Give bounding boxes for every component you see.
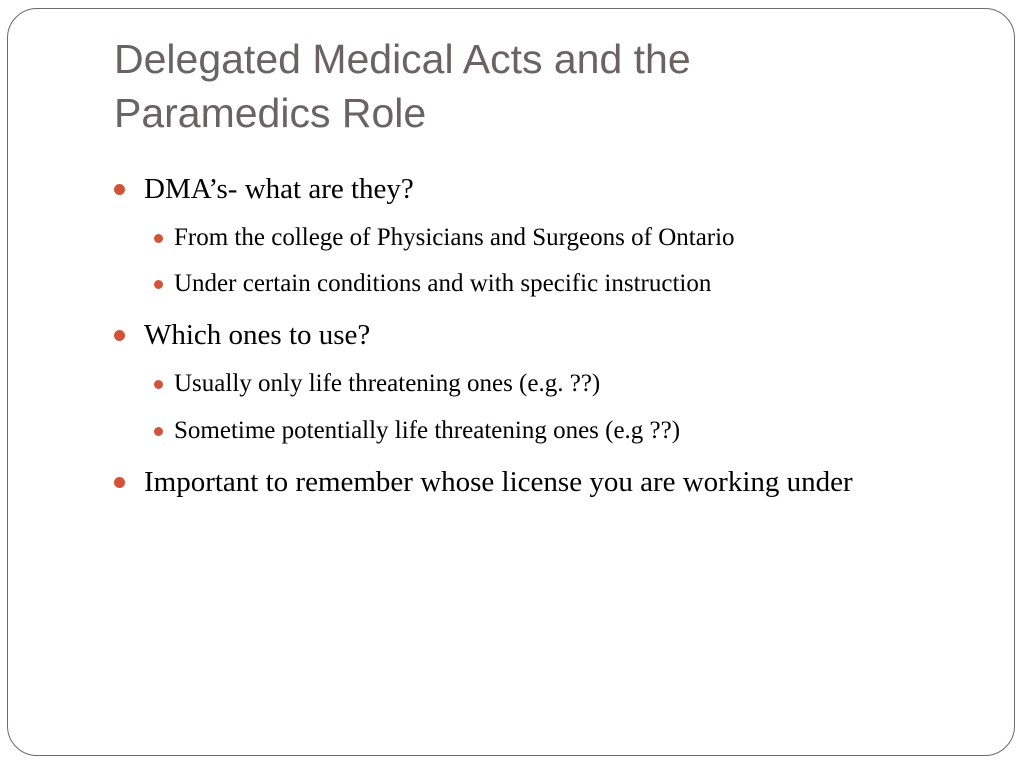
bullet-dot-icon [114, 330, 125, 341]
sub-bullet-text: From the college of Physicians and Surgeons of Ontario [174, 224, 735, 251]
bullet-text: Important to remember whose license you are working under [144, 466, 853, 498]
slide-title-line-2: Paramedics Role [114, 90, 427, 136]
slide-title-line-1: Delegated Medical Acts and the [114, 36, 691, 82]
sub-bullet-dot-icon [154, 427, 163, 436]
sub-bullet-text: Under certain conditions and with specific instruction [174, 270, 712, 297]
bullet-text: Which ones to use? [144, 319, 371, 351]
sub-bullet-text: Sometime potentially life threatening ones (e.g ??) [174, 417, 681, 444]
sub-bullet-dot-icon [154, 280, 163, 289]
bullet-text: DMA’s- what are they? [144, 173, 414, 205]
sub-bullet-text: Usually only life threatening ones (e.g. ??) [174, 370, 601, 397]
slide-title [114, 32, 914, 140]
sub-bullet-dot-icon [154, 234, 163, 243]
sub-bullet-dot-icon [154, 380, 163, 389]
bullet-dot-icon [114, 477, 125, 488]
bullet-dot-icon [114, 184, 125, 195]
